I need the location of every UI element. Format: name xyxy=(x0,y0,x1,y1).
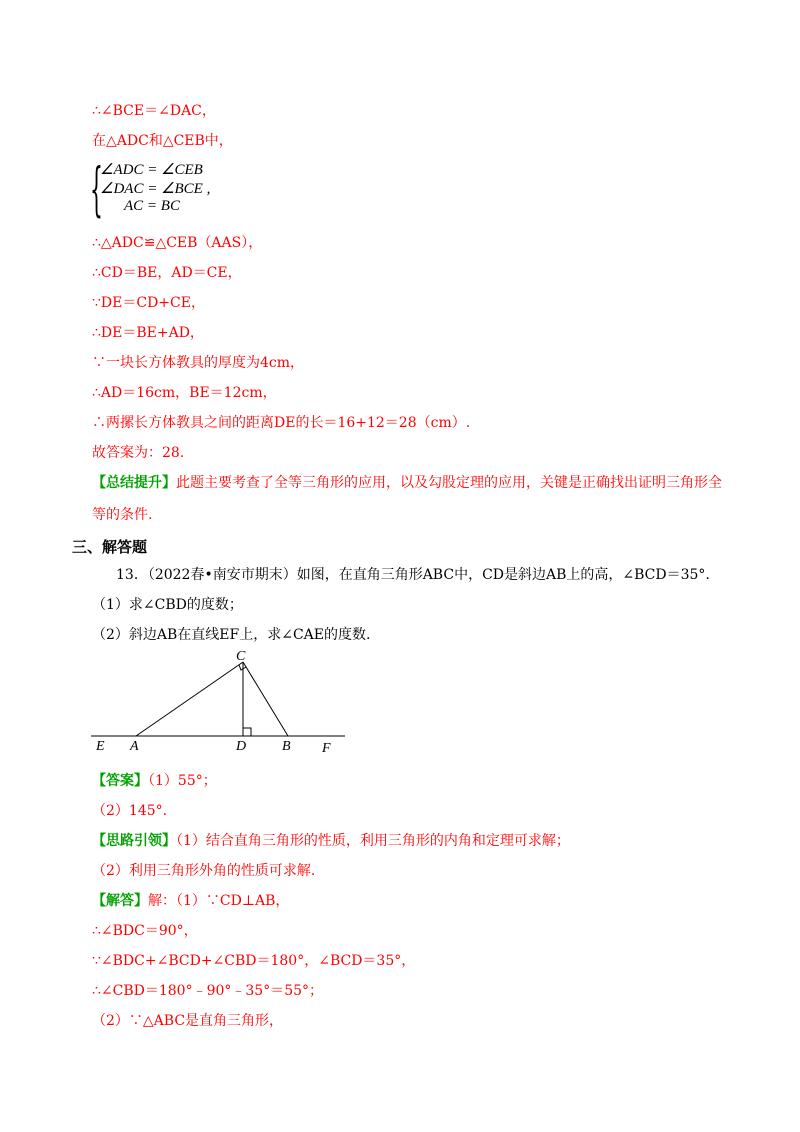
summary-tag: 【总结提升】 xyxy=(92,475,176,491)
step-angle-bce-dac: ∴∠BCE＝∠DAC， xyxy=(92,103,216,119)
left-brace-icon: { xyxy=(90,155,103,223)
section-title: 三、解答题 xyxy=(72,538,148,556)
label-c: C xyxy=(236,649,246,664)
answer-1: （1）55°； xyxy=(148,773,217,789)
solution-block xyxy=(92,892,289,910)
label-f: F xyxy=(322,741,331,756)
hint-1: （1）结合直角三角形的性质，利用三角形的内角和定理可求解； xyxy=(176,833,570,849)
step-congruence: ∴△ADC≌△CEB（AAS）， xyxy=(92,235,263,251)
summary-text: 此题主要考查了全等三角形的应用，以及勾股定理的应用，关键是正确找出证明三角形全 xyxy=(176,475,722,491)
answer-line: 故答案为：28. xyxy=(92,445,185,461)
step-cd-be: ∴CD＝BE，AD＝CE， xyxy=(92,265,242,281)
solution-tag: 【解答】 xyxy=(92,893,148,909)
problem-stem: 13．（2022春•南安市期末）如图，在直角三角形ABC中，CD是斜边AB上的高，∠BCD＝35°. xyxy=(116,567,710,583)
label-e: E xyxy=(96,739,105,754)
label-d: D xyxy=(236,739,247,754)
side-ac xyxy=(136,662,243,736)
system-eq-2: ∠DAC = ∠BCE , xyxy=(100,181,211,197)
problem-q1: （1）求∠CBD的度数； xyxy=(92,597,243,613)
answer-tag: 【答案】 xyxy=(92,773,148,789)
step-de-be-ad: ∴DE＝BE+AD， xyxy=(92,325,204,341)
label-b: B xyxy=(282,739,291,754)
step-de-sum: ∵DE＝CD+CE， xyxy=(92,295,205,311)
answer-block xyxy=(92,772,217,790)
hint-2: （2）利用三角形外角的性质可求解. xyxy=(92,863,316,879)
step-in-triangles: 在△ADC和△CEB中， xyxy=(92,133,233,149)
solution-0: 解：（1）∵CD⊥AB， xyxy=(148,893,290,909)
summary-text-cont: 等的条件. xyxy=(92,507,153,523)
system-eq-3: AC = BC xyxy=(124,198,180,214)
solution-1: ∴∠BDC＝90°， xyxy=(92,923,198,939)
solution-2: ∵∠BDC+∠BCD+∠CBD＝180°，∠BCD＝35°， xyxy=(92,953,416,969)
system-eq-1: ∠ADC = ∠CEB xyxy=(100,162,203,178)
solution-4: （2）∵△ABC是直角三角形， xyxy=(92,1013,284,1029)
step-distance: ∴两摞长方体教具之间的距离DE的长＝16+12＝28（cm）. xyxy=(92,415,471,431)
label-a: A xyxy=(130,739,139,754)
solution-3: ∴∠CBD＝180°﹣90°﹣35°＝55°； xyxy=(92,983,324,999)
step-thickness: ∵一块长方体教具的厚度为4cm， xyxy=(92,355,305,371)
side-cb xyxy=(243,662,288,736)
hint-tag: 【思路引领】 xyxy=(92,833,176,849)
answer-2: （2）145°. xyxy=(92,803,168,819)
right-angle-d-icon xyxy=(243,728,251,736)
problem-q2: （2）斜边AB在直线EF上，求∠CAE的度数. xyxy=(92,627,371,643)
step-ad-be-values: ∴AD＝16cm，BE＝12cm， xyxy=(92,385,277,401)
hint-block xyxy=(92,832,570,850)
